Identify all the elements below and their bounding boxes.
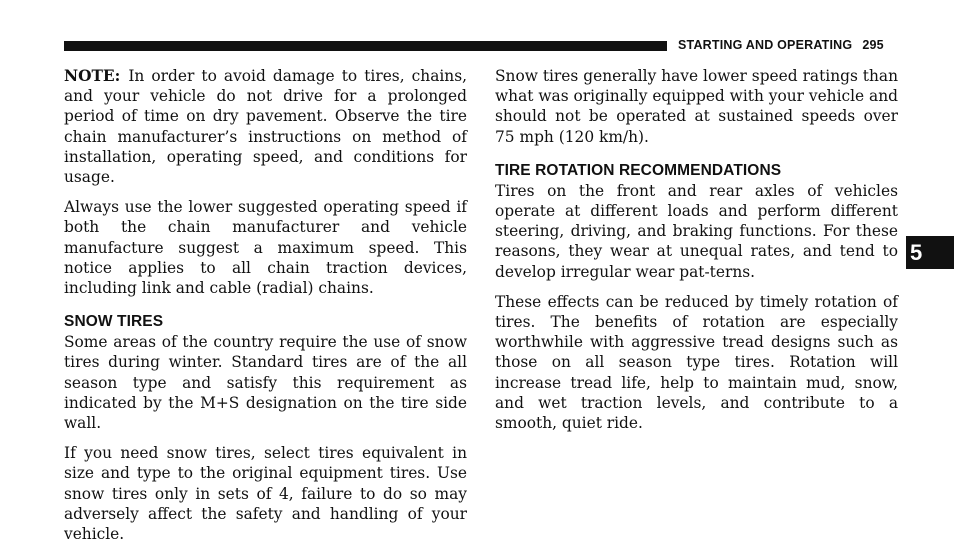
header-rule	[64, 41, 667, 51]
snow-tires-paragraph-1: Some areas of the country require the use of snow tires during winter. Standard tires are of the all season type and satisfy this requirement as indicated by the M+S designation on the tire side wall.	[64, 333, 467, 433]
snow-tires-heading: SNOW TIRES	[64, 313, 164, 331]
note-paragraph	[64, 66, 467, 187]
left-column	[64, 66, 467, 554]
note-label: NOTE:	[64, 67, 121, 85]
right-column	[495, 66, 898, 443]
note-text: In order to avoid damage to tires, chains, and your vehicle do not drive for a prolonged period of time on dry pavement. Observe the tire chain manufacturer’s instructions on method of installation, operating speed, and conditions for usage.	[64, 67, 467, 187]
snow-tires-paragraph-2: If you need snow tires, select tires equivalent in size and type to the original equipment tires. Use snow tires only in sets of 4, failure to do so may adversely affect the safety and handling of your vehicle.	[64, 444, 467, 544]
snow-speed-paragraph: Snow tires generally have lower speed ratings than what was originally equipped with your vehicle and should not be operated at sustained speeds over 75 mph (120 km/h).	[495, 67, 898, 146]
tire-rotation-heading: TIRE ROTATION RECOMMENDATIONS	[495, 161, 782, 179]
page-number: 295	[862, 38, 884, 52]
section-title: STARTING AND OPERATING	[678, 38, 853, 52]
tire-rotation-paragraph-1: Tires on the front and rear axles of vehicles operate at different loads and perform different steering, driving, and braking functions. For these reasons, they wear at unequal rates, and tend to develop irregular wear pat-terns.	[495, 181, 898, 281]
chapter-tab: 5	[906, 236, 954, 269]
running-header	[678, 38, 884, 52]
tire-rotation-paragraph-2: These effects can be reduced by timely rotation of tires. The benefits of rotation are especially worthwhile with aggressive tread designs such as those on all season type tires. Rotation will increase tread life, help to maintain mud, snow, and wet traction levels, and contribute to a smooth, quiet ride.	[495, 292, 898, 433]
operating-speed-paragraph: Always use the lower suggested operating speed if both the chain manufacturer and vehicle manufacture suggest a maximum speed. This notice applies to all chain traction devices, including link and cable (radial) chains.	[64, 198, 467, 298]
